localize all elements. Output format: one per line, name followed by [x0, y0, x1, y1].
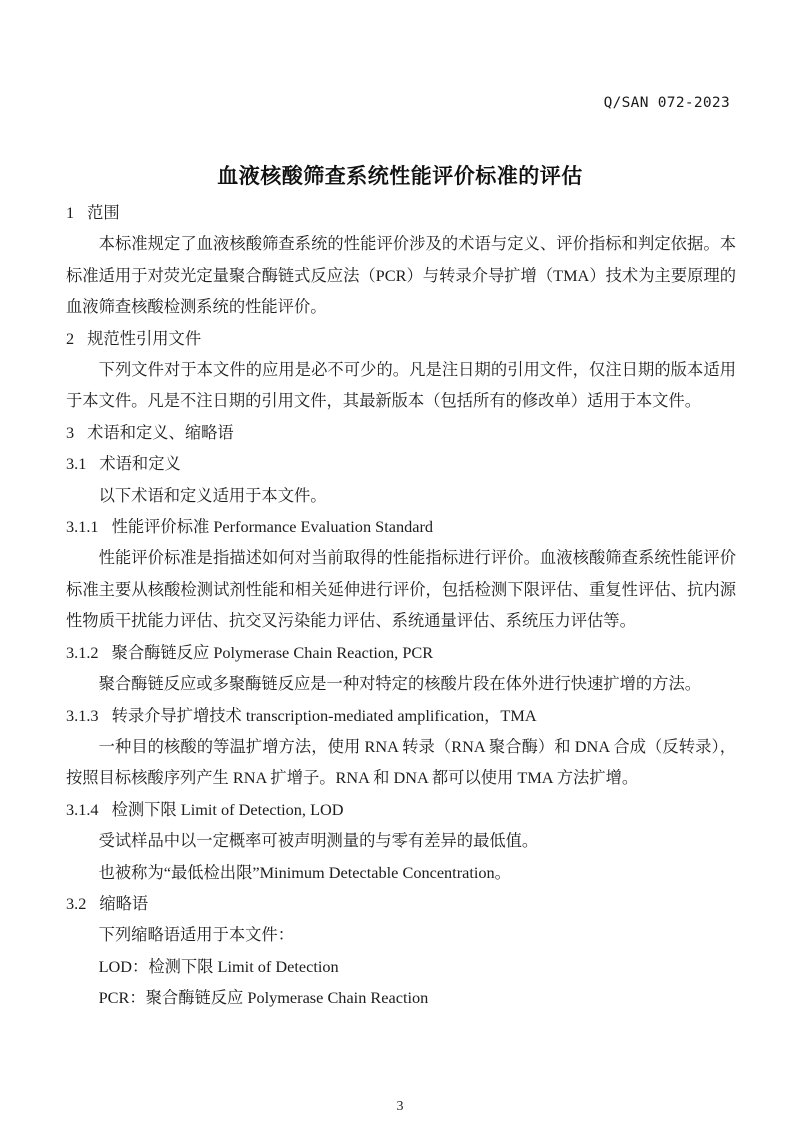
section-heading-2	[66, 323, 736, 354]
paragraph: 受试样品中以一定概率可被声明测量的与零有差异的最低值。	[98, 831, 539, 851]
document-body	[66, 197, 736, 1014]
section-heading-3-1-3	[66, 700, 736, 731]
page-number: 3	[396, 1099, 404, 1114]
heading-number: 1	[66, 203, 75, 222]
heading-label: 规范性引用文件	[87, 328, 202, 348]
heading-number: 3.1.2	[66, 642, 99, 662]
section-heading-3-1-2	[66, 637, 736, 668]
document-code: Q/SAN 072-2023	[603, 95, 730, 111]
paragraph: 下列文件对于本文件的应用是必不可少的。凡是注日期的引用文件，仅注日期的版本适用于本文件。凡是不注日期的引用文件，其最新版本（包括所有的修改单）适用于本文件。	[66, 360, 736, 411]
heading-label: 缩略语	[99, 893, 149, 913]
section-heading-3-1-1	[66, 511, 736, 542]
paragraph: 以下术语和定义适用于本文件。	[98, 485, 327, 505]
heading-label: 术语和定义、缩略语	[87, 422, 234, 442]
section-heading-3	[66, 417, 736, 448]
heading-number: 3.2	[66, 893, 87, 913]
heading-number: 3.1.1	[66, 517, 99, 537]
paragraph: 一种目的核酸的等温扩增方法，使用 RNA 转录（RNA 聚合酶）和 DNA 合成（反转录），按照目标核酸序列产生 RNA 扩增子。RNA 和 DNA 都可以使用 TMA 方法扩增。	[66, 736, 736, 788]
heading-label: 检测下限 Limit of Detection, LOD	[111, 799, 344, 819]
abbreviation-lod: LOD：检测下限 Limit of Detection	[98, 956, 339, 976]
heading-number: 3.1.4	[66, 799, 99, 819]
section-heading-3-1-4	[66, 794, 736, 825]
paragraph: 也被称为“最低检出限”Minimum Detectable Concentration。	[98, 862, 511, 882]
heading-number: 3	[66, 422, 75, 442]
heading-number: 2	[66, 328, 75, 348]
heading-label: 聚合酶链反应 Polymerase Chain Reaction, PCR	[111, 642, 434, 662]
document-title: 血液核酸筛查系统性能评价标准的评估	[217, 164, 583, 188]
heading-label: 范围	[87, 203, 120, 222]
paragraph: 聚合酶链反应或多聚酶链反应是一种对特定的核酸片段在体外进行快速扩增的方法。	[98, 674, 702, 694]
paragraph: 性能评价标准是指描述如何对当前取得的性能指标进行评价。血液核酸筛查系统性能评价标准主要从核酸检测试剂性能和相关延伸进行评价，包括检测下限评估、重复性评估、抗内源性物质干扰能力评估、抗交叉污染能力评估、系统通量评估、系统压力评估等。	[66, 548, 736, 631]
section-heading-1	[66, 197, 736, 228]
heading-label: 性能评价标准 Performance Evaluation Standard	[111, 517, 434, 537]
paragraph: 本标准规定了血液核酸筛查系统的性能评价涉及的术语与定义、评价指标和判定依据。本标准适用于对荧光定量聚合酶链式反应法（PCR）与转录介导扩增（TMA）技术为主要原理的血液筛查核酸检测系统的性能评价。	[66, 234, 736, 317]
abbreviation-pcr: PCR：聚合酶链反应 Polymerase Chain Reaction	[98, 988, 429, 1008]
section-heading-3-2	[66, 888, 736, 919]
heading-label: 转录介导扩增技术 transcription-mediated amplification，TMA	[111, 705, 537, 725]
paragraph: 下列缩略语适用于本文件：	[98, 925, 294, 945]
heading-label: 术语和定义	[99, 454, 181, 474]
section-heading-3-1	[66, 448, 736, 479]
heading-number: 3.1	[66, 454, 87, 474]
heading-number: 3.1.3	[66, 705, 99, 725]
